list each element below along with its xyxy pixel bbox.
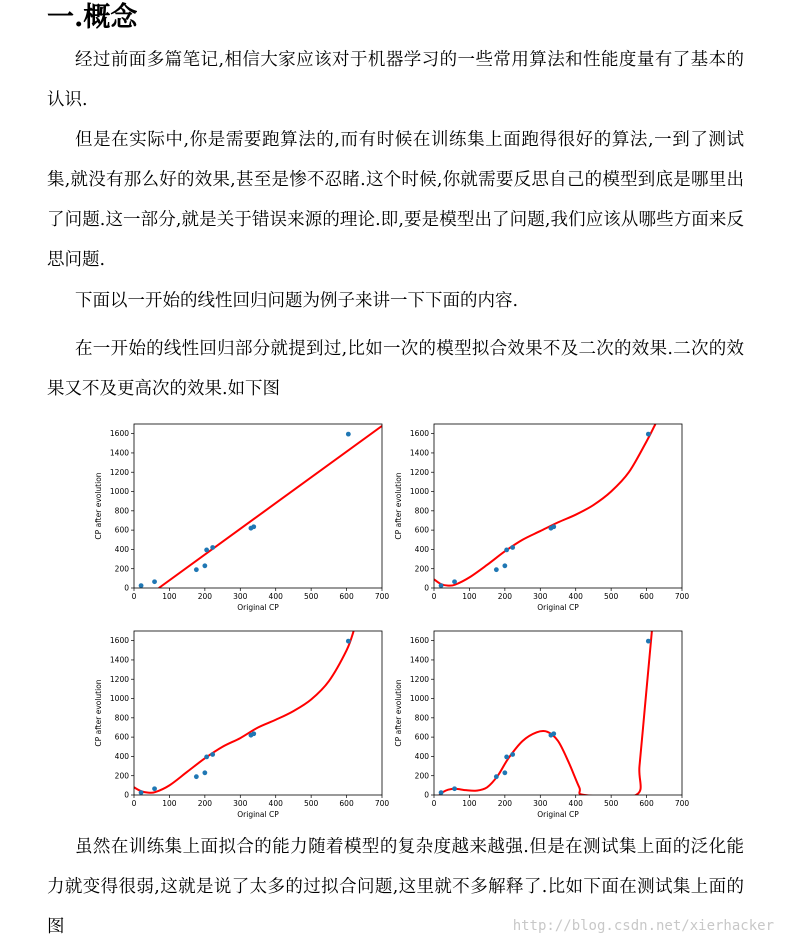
data-point — [452, 786, 457, 791]
x-tick-label: 300 — [533, 799, 548, 808]
y-tick-label: 400 — [114, 545, 129, 555]
y-axis-label: CP after evolution — [394, 679, 403, 747]
data-point — [494, 567, 499, 572]
data-point — [510, 752, 515, 757]
x-tick-label: 600 — [639, 592, 654, 601]
x-axis-label: Original CP — [237, 603, 279, 612]
chart-svg — [87, 621, 390, 826]
data-point — [502, 770, 507, 775]
data-point — [646, 432, 651, 437]
x-tick-label: 700 — [674, 799, 690, 808]
x-tick-label: 600 — [339, 592, 354, 601]
y-tick-label: 200 — [114, 564, 129, 574]
chart-svg — [87, 414, 390, 619]
x-tick-label: 0 — [431, 799, 437, 808]
plot-frame — [134, 424, 382, 588]
data-point — [502, 563, 507, 568]
data-point — [494, 774, 499, 779]
paragraph-intro: 经过前面多篇笔记,相信大家应该对于机器学习的一些常用算法和性能度量有了基本的认识. — [47, 50, 744, 110]
y-tick-label: 600 — [414, 732, 429, 742]
fit-curve — [434, 424, 655, 586]
y-tick-label: 400 — [414, 752, 429, 762]
y-tick-label: 1000 — [109, 487, 129, 497]
data-point — [452, 579, 457, 584]
data-point — [346, 639, 351, 644]
y-tick-label: 600 — [114, 525, 129, 535]
y-tick-label: 200 — [114, 771, 129, 781]
chart-svg — [387, 414, 690, 619]
data-point — [251, 524, 256, 529]
chart-degree-high — [387, 621, 690, 830]
y-tick-label: 400 — [414, 545, 429, 555]
section-heading: 一.概念 — [47, 2, 138, 33]
data-point — [152, 786, 157, 791]
data-point — [139, 583, 144, 588]
y-tick-label: 1200 — [409, 674, 429, 684]
data-point — [204, 547, 209, 552]
x-tick-label: 500 — [603, 592, 619, 601]
y-tick-label: 800 — [114, 506, 129, 516]
data-point — [204, 754, 209, 759]
data-point — [646, 639, 651, 644]
y-tick-label: 1000 — [109, 694, 129, 704]
data-point — [202, 770, 207, 775]
x-tick-label: 700 — [374, 799, 390, 808]
x-tick-label: 100 — [162, 799, 177, 808]
x-tick-label: 500 — [303, 799, 319, 808]
data-point — [504, 547, 509, 552]
chart-degree-2 — [387, 414, 690, 623]
chart-degree-3 — [87, 621, 390, 830]
data-point — [439, 790, 444, 795]
x-axis-label: Original CP — [237, 810, 279, 819]
x-tick-label: 300 — [233, 592, 248, 601]
data-point — [139, 790, 144, 795]
data-point — [551, 731, 556, 736]
x-tick-label: 400 — [268, 799, 283, 808]
x-tick-label: 0 — [431, 592, 437, 601]
x-tick-label: 400 — [268, 592, 283, 601]
data-point — [346, 432, 351, 437]
y-tick-label: 1400 — [109, 655, 129, 665]
paragraph-problem: 但是在实际中,你是需要跑算法的,而有时候在训练集上面跑得很好的算法,一到了测试集,就没有那么好的效果,甚至是惨不忍睹.这个时候,你就需要反思自己的模型到底是哪里出了问题.这一部分,就是关于错误来源的理论.即,要是模型出了问题,我们应该从哪些方面来反思问题. — [47, 130, 744, 270]
y-tick-label: 800 — [414, 506, 429, 516]
x-tick-label: 200 — [197, 799, 213, 808]
y-tick-label: 0 — [124, 583, 129, 593]
data-point — [152, 579, 157, 584]
y-axis-label: CP after evolution — [94, 472, 103, 540]
y-tick-label: 800 — [414, 713, 429, 723]
x-tick-label: 700 — [674, 592, 690, 601]
data-point — [439, 583, 444, 588]
paragraph-linear-regression: 在一开始的线性回归部分就提到过,比如一次的模型拟合效果不及二次的效果.二次的效果又不及更高次的效果.如下图 — [47, 339, 744, 399]
x-axis-label: Original CP — [537, 810, 579, 819]
data-point — [194, 567, 199, 572]
y-tick-label: 0 — [424, 583, 429, 593]
data-point — [551, 524, 556, 529]
y-tick-label: 1000 — [409, 487, 429, 497]
y-tick-label: 1400 — [109, 448, 129, 458]
chart-degree-1 — [87, 414, 390, 623]
y-tick-label: 200 — [414, 564, 429, 574]
data-point — [504, 754, 509, 759]
x-tick-label: 500 — [603, 799, 619, 808]
y-tick-label: 1400 — [409, 655, 429, 665]
y-tick-label: 1200 — [109, 674, 129, 684]
y-tick-label: 0 — [124, 790, 129, 800]
paragraph-example: 下面以一开始的线性回归问题为例子来讲一下下面的内容. — [75, 291, 519, 311]
x-tick-label: 600 — [639, 799, 654, 808]
x-tick-label: 500 — [303, 592, 319, 601]
x-tick-label: 200 — [497, 799, 513, 808]
fit-curve — [159, 426, 382, 588]
y-axis-label: CP after evolution — [94, 679, 103, 747]
y-tick-label: 1200 — [409, 467, 429, 477]
data-point — [210, 752, 215, 757]
y-tick-label: 800 — [114, 713, 129, 723]
x-tick-label: 400 — [568, 799, 583, 808]
y-tick-label: 1600 — [409, 636, 429, 646]
y-axis-label: CP after evolution — [394, 472, 403, 540]
y-tick-label: 1600 — [109, 636, 129, 646]
x-tick-label: 700 — [374, 592, 390, 601]
y-tick-label: 400 — [114, 752, 129, 762]
x-tick-label: 300 — [233, 799, 248, 808]
data-point — [202, 563, 207, 568]
data-point — [251, 731, 256, 736]
x-tick-label: 100 — [462, 799, 477, 808]
watermark-url: http://blog.csdn.net/xierhacker — [512, 918, 774, 934]
x-tick-label: 400 — [568, 592, 583, 601]
data-point — [210, 545, 215, 550]
chart-svg — [387, 621, 690, 826]
x-tick-label: 200 — [197, 592, 213, 601]
x-axis-label: Original CP — [537, 603, 579, 612]
paragraph-overfitting: 虽然在训练集上面拟合的能力随着模型的复杂度越来越强.但是在测试集上面的泛化能力就变得很弱,这就是说了太多的过拟合问题,这里就不多解释了.比如下面在测试集上面的图 — [47, 837, 744, 937]
y-tick-label: 600 — [114, 732, 129, 742]
x-tick-label: 600 — [339, 799, 354, 808]
y-tick-label: 1000 — [409, 694, 429, 704]
y-tick-label: 1200 — [109, 467, 129, 477]
x-tick-label: 300 — [533, 592, 548, 601]
x-tick-label: 200 — [497, 592, 513, 601]
x-tick-label: 0 — [131, 592, 137, 601]
y-tick-label: 200 — [414, 771, 429, 781]
x-tick-label: 100 — [162, 592, 177, 601]
y-tick-label: 1600 — [109, 429, 129, 439]
x-tick-label: 100 — [462, 592, 477, 601]
y-tick-label: 0 — [424, 790, 429, 800]
fit-curve — [134, 631, 354, 793]
data-point — [194, 774, 199, 779]
data-point — [510, 545, 515, 550]
y-tick-label: 600 — [414, 525, 429, 535]
fit-curve — [439, 631, 652, 797]
y-tick-label: 1600 — [409, 429, 429, 439]
regression-figure — [87, 414, 697, 824]
x-tick-label: 0 — [131, 799, 137, 808]
y-tick-label: 1400 — [409, 448, 429, 458]
plot-frame — [434, 424, 682, 588]
